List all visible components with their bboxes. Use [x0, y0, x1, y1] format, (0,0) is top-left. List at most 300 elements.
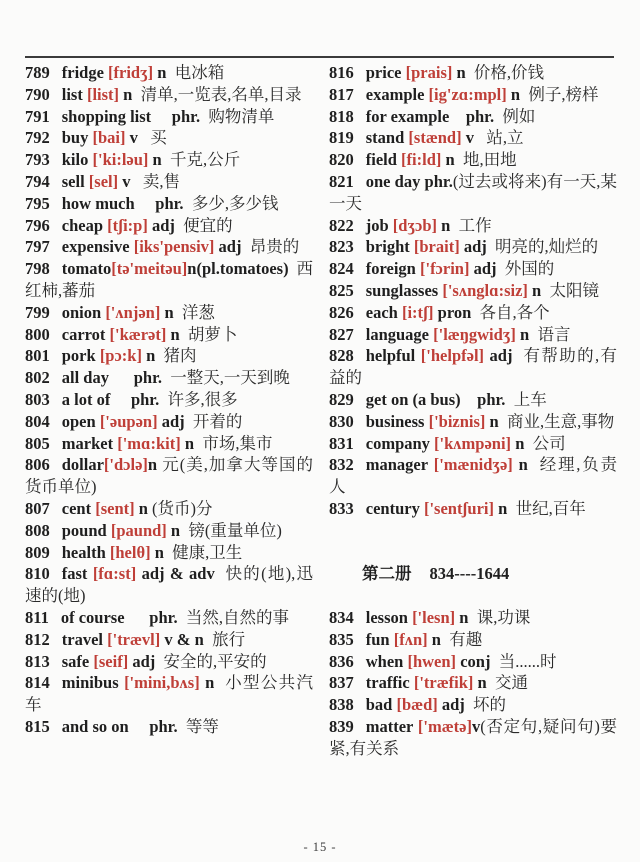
- entry-phonetic: [dʒɔb]: [392, 215, 438, 235]
- entry-pos: n: [506, 84, 529, 104]
- entry-phonetic: [hwen]: [407, 651, 457, 671]
- entry-word: all day: [61, 368, 109, 388]
- entry-pos: phr.: [124, 607, 186, 627]
- entry-word: a lot of: [61, 389, 111, 409]
- entry-phonetic: [fi:ld]: [401, 150, 442, 170]
- entry-meaning: 例如: [502, 106, 536, 126]
- entry-meaning: 地,田地: [462, 150, 517, 170]
- vocab-entry: [25, 454, 313, 498]
- entry-phonetic: [tʃi:p]: [107, 215, 148, 235]
- vocab-entry: [329, 280, 617, 302]
- entry-phonetic: [tə'meitəu]: [111, 259, 188, 279]
- entry-word: tomato: [61, 259, 112, 279]
- vocab-entry: [329, 84, 617, 106]
- entry-meaning: 公司: [532, 433, 566, 453]
- entry-number: 823: [329, 237, 354, 257]
- entry-meaning: 坏的: [473, 695, 507, 715]
- entry-phonetic: ['læŋgwidʒ]: [433, 324, 516, 344]
- entry-meaning: 许多,很多: [167, 389, 238, 409]
- entry-word: of course: [60, 607, 125, 627]
- entry-number: 814: [25, 673, 50, 693]
- entry-number: 828: [329, 346, 354, 366]
- vocab-entry: [329, 716, 617, 760]
- entry-number: 836: [329, 651, 354, 671]
- entry-phonetic: [bæd]: [396, 695, 438, 715]
- entry-meaning: 便宜的: [183, 215, 233, 235]
- entry-phonetic: ['ki:ləu]: [92, 150, 149, 170]
- vocab-entry: [25, 433, 313, 455]
- entry-number: 802: [25, 368, 50, 388]
- entry-pos: adj: [437, 695, 474, 715]
- entry-pos: n: [166, 324, 188, 344]
- entry-number: 805: [25, 433, 50, 453]
- entry-phonetic: [sel]: [88, 171, 119, 191]
- entry-number: 806: [25, 455, 50, 475]
- entry-number: 821: [329, 171, 354, 191]
- entry-meaning: 元(美,加拿大等国的货币单位): [25, 455, 313, 497]
- entry-word: matter: [365, 716, 418, 736]
- entry-word: market: [61, 433, 118, 453]
- entry-word: pork: [61, 346, 100, 366]
- entry-pos: n(pl.tomatoes): [187, 259, 297, 279]
- entry-word: language: [365, 324, 434, 344]
- entry-pos: n: [527, 280, 550, 300]
- entry-meaning: 一整天,一天到晚: [170, 368, 290, 388]
- vocab-entry: [329, 171, 617, 215]
- entry-number: 803: [25, 389, 50, 409]
- entry-pos: n: [160, 302, 182, 322]
- entry-phonetic: ['mætə]: [417, 716, 472, 736]
- entry-pos: phr.: [449, 106, 503, 126]
- entry-meaning: 有帮助的,有益的: [329, 346, 617, 388]
- entry-number: 824: [329, 259, 354, 279]
- right-column-top: [329, 62, 617, 520]
- left-column: [25, 62, 313, 760]
- entry-word: sell: [61, 171, 89, 191]
- entry-pos: n: [455, 607, 477, 627]
- vocab-entry: [25, 236, 313, 258]
- entry-pos: n: [147, 455, 163, 475]
- entry-number: 826: [329, 302, 354, 322]
- entry-meaning: 开着的: [192, 411, 243, 431]
- entry-pos: phr.: [110, 389, 168, 409]
- entry-phonetic: ['ʌnjən]: [105, 302, 161, 322]
- entry-word: safe: [61, 651, 94, 671]
- section-header: [329, 542, 617, 607]
- entry-word: sunglasses: [365, 280, 443, 300]
- entry-phonetic: ['mænidʒə]: [433, 455, 513, 475]
- vocab-entry: [25, 542, 313, 564]
- entry-number: 839: [329, 716, 354, 736]
- entry-pos: n: [512, 455, 540, 475]
- entry-meaning: 胡萝卜: [187, 324, 238, 344]
- entry-number: 793: [25, 150, 50, 170]
- entry-word: health: [61, 542, 110, 562]
- entry-meaning: 明亮的,灿烂的: [495, 237, 599, 257]
- entry-meaning: 西红柿,蕃茄: [25, 259, 313, 300]
- entry-pos: v: [471, 716, 481, 736]
- entry-pos: phr.: [134, 193, 192, 213]
- entry-word: foreign: [365, 259, 420, 279]
- entry-pos: v: [461, 128, 487, 148]
- entry-pos: phr.: [151, 106, 209, 126]
- vocab-entry: [329, 236, 617, 258]
- entry-phonetic: ['fɔrin]: [419, 259, 470, 279]
- entry-pos: n: [473, 673, 495, 693]
- entry-pos: n: [166, 520, 189, 540]
- entry-phonetic: ['sʌnglɑ:siz]: [442, 280, 528, 300]
- vocab-entry: [329, 651, 617, 673]
- entry-word: manager: [365, 455, 434, 475]
- entry-pos: n: [441, 150, 463, 170]
- entry-meaning: 清单,一览表,名单,目录: [140, 84, 302, 104]
- entry-meaning: 旅行: [212, 629, 246, 649]
- entry-meaning: 千克,公斤: [169, 150, 241, 170]
- entry-pos: v: [125, 128, 151, 148]
- entry-phonetic: ['kʌmpəni]: [434, 433, 512, 453]
- entry-meaning: 当然,自然的事: [185, 607, 289, 627]
- entry-pos: n: [494, 498, 516, 518]
- entry-phonetic: [fɑ:st]: [92, 564, 137, 584]
- entry-pos: adj: [469, 259, 505, 279]
- entry-phonetic: ['mini,bʌs]: [124, 673, 200, 693]
- entry-pos: n: [452, 63, 474, 82]
- entry-word: and so on: [61, 716, 129, 736]
- entry-pos: n: [485, 411, 507, 431]
- entry-meaning: 太阳镜: [549, 280, 599, 300]
- vocab-entry: [25, 716, 313, 738]
- entry-word: fast: [61, 564, 93, 584]
- entry-word: cent: [61, 498, 96, 518]
- entry-meaning: 外国的: [504, 259, 555, 279]
- entry-phonetic: ['trævl]: [107, 629, 161, 649]
- vocab-entry: [329, 106, 617, 128]
- entry-number: 834: [329, 607, 354, 627]
- entry-pos: v & n: [160, 629, 213, 649]
- vocab-entry: [329, 302, 617, 324]
- entry-word: example: [365, 84, 429, 104]
- vocab-entry: [25, 84, 313, 106]
- entry-pos: adj: [157, 411, 193, 431]
- entry-meaning: 市场,集市: [202, 433, 273, 453]
- entry-pos: n: [180, 433, 203, 453]
- entry-meaning: 安全的,平安的: [163, 651, 267, 671]
- entry-word: get on (a bus): [365, 389, 461, 409]
- vocab-entry: [329, 149, 617, 171]
- entry-pos: adj & adv: [136, 564, 226, 584]
- vocab-entry: [329, 127, 617, 149]
- entry-number: 822: [329, 215, 354, 235]
- entry-meaning: 站,立: [486, 128, 524, 148]
- vocab-entry: [329, 433, 617, 455]
- entry-pos: n: [150, 542, 173, 562]
- entry-pos: n: [199, 673, 226, 693]
- entry-meaning: 商业,生意,事物: [506, 411, 615, 431]
- entry-number: 804: [25, 411, 50, 431]
- entry-phonetic: [seif]: [93, 651, 129, 671]
- vocab-entry: [329, 694, 617, 716]
- entry-number: 797: [25, 237, 50, 257]
- entry-word: bad: [365, 695, 397, 715]
- entry-number: 811: [25, 607, 49, 627]
- entry-meaning: 经理,负责人: [329, 455, 617, 497]
- entry-phonetic: [fʌn]: [393, 629, 428, 649]
- entry-word: job: [365, 215, 393, 235]
- entry-meaning: 交通: [494, 673, 528, 693]
- entry-number: 838: [329, 695, 354, 715]
- entry-meaning: 猪肉: [163, 346, 197, 366]
- entry-meaning: 课,功课: [476, 607, 531, 627]
- entry-meaning: 小型公共汽车: [25, 673, 313, 715]
- entry-pos: adj: [147, 215, 184, 235]
- vocab-entry: [25, 367, 313, 389]
- entry-phonetic: ['sentʃuri]: [423, 498, 495, 518]
- entry-word: bright: [365, 237, 414, 257]
- entry-number: 795: [25, 193, 50, 213]
- entry-pos: n: [511, 433, 533, 453]
- entry-word: business: [365, 411, 429, 431]
- entry-word: price: [365, 63, 406, 82]
- entry-pos: adj: [214, 237, 250, 257]
- vocab-entry: [329, 324, 617, 346]
- entry-meaning: 快的(地),迅速的(地): [25, 564, 313, 606]
- entry-word: how much: [61, 193, 135, 213]
- entry-pos: n: [427, 629, 450, 649]
- vocab-entry: [329, 672, 617, 694]
- vocab-entry: [329, 258, 617, 280]
- two-column-layout: [25, 62, 617, 760]
- entry-number: 815: [25, 716, 50, 736]
- entry-number: 835: [329, 629, 354, 649]
- entry-word: travel: [61, 629, 108, 649]
- entry-word: for example: [365, 106, 450, 126]
- entry-number: 796: [25, 215, 50, 235]
- section-title: 第二册: [362, 564, 412, 584]
- entry-phonetic: [brait]: [413, 237, 460, 257]
- entry-word: dollar: [61, 455, 104, 475]
- entry-number: 827: [329, 324, 354, 344]
- entry-pos: phr.: [128, 716, 186, 736]
- entry-number: 832: [329, 455, 354, 475]
- entry-pos: pron: [433, 302, 480, 322]
- entry-pos: n: [437, 215, 459, 235]
- entry-number: 792: [25, 128, 50, 148]
- entry-meaning: (否定句,疑问句)要紧,有关系: [329, 716, 617, 758]
- entry-number: 789: [25, 63, 50, 82]
- entry-number: 790: [25, 84, 50, 104]
- entry-pos: n: [148, 150, 170, 170]
- entry-meaning: (过去或将来)有一天,某一天: [329, 171, 617, 213]
- vocab-entry: [25, 324, 313, 346]
- entry-phonetic: [paund]: [110, 520, 167, 540]
- vocab-entry: [25, 258, 313, 302]
- vocab-entry: [329, 411, 617, 433]
- entry-number: 833: [329, 498, 354, 518]
- entry-pos: adj: [128, 651, 164, 671]
- entry-phonetic: ['lesn]: [412, 607, 456, 627]
- entry-phonetic: ['mɑ:kit]: [117, 433, 181, 453]
- header-rule: [25, 56, 614, 58]
- vocab-entry: [329, 607, 617, 629]
- entry-number: 801: [25, 346, 50, 366]
- entry-phonetic: [prais]: [405, 63, 453, 82]
- entry-word: buy: [61, 128, 93, 148]
- entry-phonetic: [list]: [86, 84, 120, 104]
- entry-word: shopping list: [61, 106, 152, 126]
- entry-word: traffic: [365, 673, 414, 693]
- entry-number: 816: [329, 63, 354, 82]
- entry-meaning: 购物清单: [208, 106, 275, 126]
- entry-word: open: [61, 411, 100, 431]
- entry-meaning: 多少,多少钱: [191, 193, 279, 213]
- vocab-entry: [25, 389, 313, 411]
- entry-phonetic: ['əupən]: [99, 411, 158, 431]
- entry-number: 808: [25, 520, 50, 540]
- entry-meaning: 买: [150, 128, 167, 148]
- entry-number: 809: [25, 542, 50, 562]
- section-range: 834----1644: [429, 564, 510, 584]
- entry-phonetic: [i:tʃ]: [401, 302, 434, 322]
- vocab-entry: [329, 345, 617, 389]
- vocab-entry: [25, 302, 313, 324]
- vocab-entry: [25, 672, 313, 716]
- entry-number: 794: [25, 171, 50, 191]
- entry-phonetic: [iks'pensiv]: [133, 237, 215, 257]
- entry-number: 810: [25, 564, 50, 584]
- vocab-entry: [329, 389, 617, 411]
- entry-number: 817: [329, 84, 354, 104]
- entry-meaning: 有趣: [449, 629, 483, 649]
- entry-word: carrot: [61, 324, 110, 344]
- vocab-entry: [25, 651, 313, 673]
- entry-pos: n: [515, 324, 538, 344]
- entry-pos: n: [134, 498, 153, 518]
- entry-word: helpful: [365, 346, 421, 366]
- entry-word: cheap: [61, 215, 108, 235]
- entry-pos: phr.: [108, 368, 171, 388]
- entry-word: expensive: [61, 237, 134, 257]
- entry-number: 799: [25, 302, 50, 322]
- entry-word: stand: [365, 128, 409, 148]
- entry-pos: n: [119, 84, 141, 104]
- entry-number: 830: [329, 411, 354, 431]
- entry-word: list: [61, 84, 87, 104]
- entry-number: 818: [329, 106, 354, 126]
- entry-word: when: [365, 651, 408, 671]
- entry-meaning: 例子,榜样: [528, 84, 599, 104]
- vocab-entry: [25, 411, 313, 433]
- vocab-entry: [329, 215, 617, 237]
- entry-phonetic: ['kærət]: [109, 324, 167, 344]
- entry-pos: adj: [459, 237, 496, 257]
- entry-number: 791: [25, 106, 50, 126]
- right-column-bottom: [329, 607, 617, 760]
- entry-word: company: [365, 433, 435, 453]
- entry-word: lesson: [365, 607, 413, 627]
- entry-pos: conj: [456, 651, 499, 671]
- page-number: - 15 -: [303, 840, 337, 854]
- entry-number: 812: [25, 629, 50, 649]
- entry-phonetic: [sent]: [95, 498, 135, 518]
- entry-meaning: 健康,卫生: [172, 542, 243, 562]
- entry-phonetic: [ig'zɑ:mpl]: [428, 84, 507, 104]
- entry-meaning: 镑(重量单位): [188, 520, 282, 540]
- vocab-entry: [25, 607, 313, 629]
- entry-meaning: 世纪,百年: [515, 498, 586, 518]
- entry-number: 798: [25, 259, 50, 279]
- entry-phonetic: ['træfik]: [413, 673, 474, 693]
- entry-phonetic: [helθ]: [109, 542, 151, 562]
- entry-meaning: 洋葱: [181, 302, 215, 322]
- vocab-entry: [25, 106, 313, 128]
- vocab-entry: [25, 62, 313, 84]
- right-column: [329, 62, 617, 760]
- vocab-entry: [329, 62, 617, 84]
- entry-phonetic: [fridʒ]: [108, 63, 154, 82]
- entry-word: field: [365, 150, 402, 170]
- entry-word: fun: [365, 629, 394, 649]
- entry-word: century: [365, 498, 424, 518]
- entry-phonetic: [stænd]: [408, 128, 462, 148]
- entry-pos: adj: [484, 346, 524, 366]
- entry-meaning: 电冰箱: [174, 63, 225, 82]
- entry-number: 825: [329, 280, 354, 300]
- vocab-entry: [329, 498, 617, 520]
- entry-pos: n: [153, 63, 175, 82]
- vocab-entry: [329, 454, 617, 498]
- entry-phonetic: [bai]: [92, 128, 126, 148]
- entry-word: each: [365, 302, 402, 322]
- entry-number: 819: [329, 128, 354, 148]
- entry-word: minibus: [61, 673, 125, 693]
- entry-meaning: 各自,各个: [479, 302, 550, 322]
- entry-word: one day: [365, 171, 425, 191]
- entry-pos: v: [118, 171, 143, 191]
- entry-word: onion: [61, 302, 106, 322]
- entry-meaning: 上车: [513, 389, 547, 409]
- entry-pos: phr.: [460, 389, 514, 409]
- entry-number: 829: [329, 389, 354, 409]
- vocab-entry: [329, 629, 617, 651]
- entry-meaning: 当......时: [498, 651, 557, 671]
- entry-word: fridge: [61, 63, 109, 82]
- entry-number: 800: [25, 324, 50, 344]
- entry-pos: n: [141, 346, 164, 366]
- vocab-entry: [25, 171, 313, 193]
- vocab-entry: [25, 520, 313, 542]
- entry-number: 807: [25, 498, 50, 518]
- entry-pos: phr.: [424, 171, 453, 191]
- vocab-entry: [25, 215, 313, 237]
- entry-number: 820: [329, 150, 354, 170]
- entry-meaning: 工作: [458, 215, 492, 235]
- entry-phonetic: ['biznis]: [428, 411, 486, 431]
- entry-word: kilo: [61, 150, 93, 170]
- entry-meaning: 价格,价钱: [473, 63, 545, 82]
- vocab-entry: [25, 345, 313, 367]
- entry-number: 837: [329, 673, 354, 693]
- vocab-entry: [25, 563, 313, 607]
- vocab-entry: [25, 498, 313, 520]
- entry-word: pound: [61, 520, 111, 540]
- entry-number: 831: [329, 433, 354, 453]
- entry-meaning: 卖,售: [142, 171, 180, 191]
- entry-meaning: 昂贵的: [249, 237, 300, 257]
- entry-phonetic: [pɔ:k]: [99, 346, 142, 366]
- vocab-entry: [25, 193, 313, 215]
- vocab-entry: [25, 629, 313, 651]
- entry-phonetic: ['dɔlə]: [103, 455, 148, 475]
